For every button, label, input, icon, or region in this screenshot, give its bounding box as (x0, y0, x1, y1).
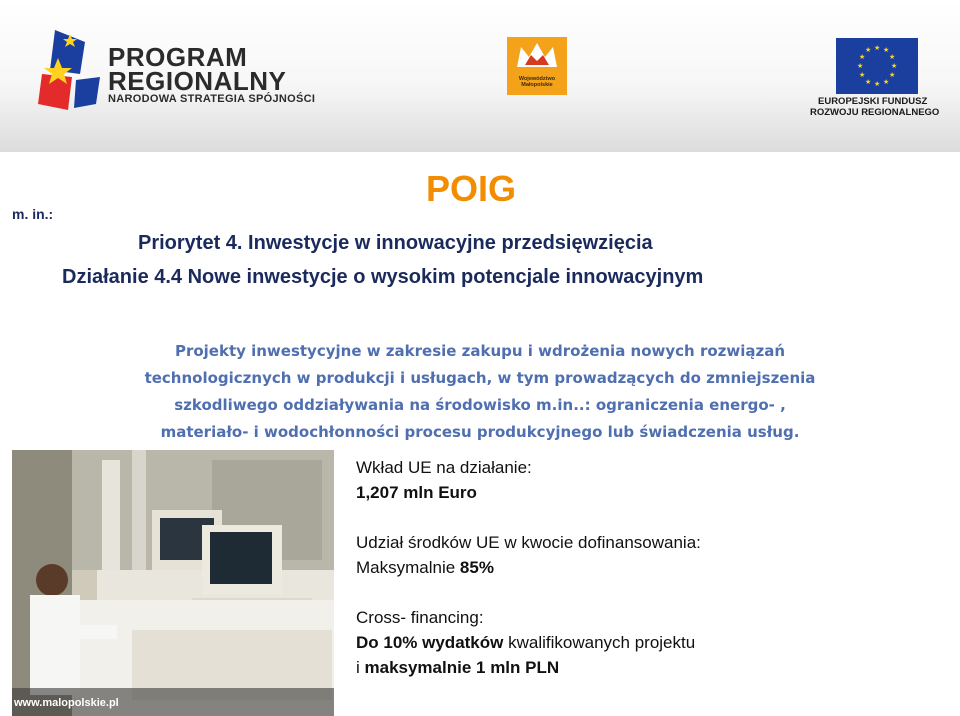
svg-text:★: ★ (891, 62, 898, 70)
eu-contribution-label: Wkład UE na działanie: (356, 458, 532, 477)
malopolska-label: Województwo Małopolskie (518, 76, 556, 88)
svg-text:★: ★ (857, 62, 864, 70)
eu-share-prefix: Maksymalnie (356, 558, 460, 577)
svg-text:★: ★ (865, 78, 872, 86)
eu-flag (836, 38, 918, 94)
cross-financing-max-line (356, 658, 559, 678)
program-subtitle: NARODOWA STRATEGIA SPÓJNOŚCI (108, 93, 316, 105)
program-title-line1: PROGRAM (108, 42, 248, 72)
priority-heading: Priorytet 4. Inwestycje w innowacyjne przedsięwzięcia (138, 232, 653, 254)
description-block (40, 338, 920, 446)
action-heading: Działanie 4.4 Nowe inwestycje o wysokim potencjale innowacyjnym (62, 266, 704, 288)
program-title-line2: REGIONALNY (108, 66, 287, 96)
description-line: szkodliwego oddziaływania na środowisko m.in..: ograniczenia energo- , (174, 396, 786, 414)
page-title: POIG (426, 168, 517, 209)
cross-financing-label: Cross- financing: (356, 608, 484, 627)
description-line: Projekty inwestycyjne w zakresie zakupu i wdrożenia nowych rozwiązań (174, 342, 786, 360)
eu-stars-icon (836, 38, 918, 94)
side-note: m. in.: (12, 206, 54, 222)
eu-fund-label-line1: EUROPEJSKI FUNDUSZ (818, 96, 928, 107)
svg-text:★: ★ (883, 78, 890, 86)
cross-financing-max-prefix: i (356, 658, 365, 677)
cross-financing-line (356, 633, 695, 653)
svg-text:★: ★ (883, 46, 890, 54)
description-line: technologicznych w produkcji i usługach, w tym prowadzących do zmniejszenia (144, 369, 816, 387)
laboratory-scene-icon (12, 450, 334, 716)
svg-text:★: ★ (874, 80, 881, 88)
crown-icon (507, 37, 567, 75)
cross-financing-rest: kwalifikowanych projektu (503, 633, 696, 652)
svg-text:★: ★ (889, 53, 896, 61)
eu-contribution-value: 1,207 mln Euro (356, 483, 477, 502)
eu-share-label: Udział środków UE w kwocie dofinansowania: (356, 533, 701, 552)
photo-caption: www.malopolskie.pl (14, 697, 119, 709)
eu-fund-label-line2: ROZWOJU REGIONALNEGO (810, 107, 940, 118)
svg-text:★: ★ (889, 71, 896, 79)
svg-text:★: ★ (874, 44, 881, 52)
eu-share-value: 85% (459, 558, 494, 577)
description-line: materiało- i wodochłonności procesu produkcyjnego lub świadczenia usług. (160, 423, 800, 441)
svg-text:★: ★ (859, 71, 866, 79)
svg-text:★: ★ (865, 46, 872, 54)
svg-text:★: ★ (859, 53, 866, 61)
cross-financing-max-value: maksymalnie 1 mln PLN (364, 658, 560, 677)
eu-share-line (356, 558, 494, 578)
cross-financing-limit: Do 10% wydatków (356, 633, 504, 652)
laboratory-photo (12, 450, 334, 716)
